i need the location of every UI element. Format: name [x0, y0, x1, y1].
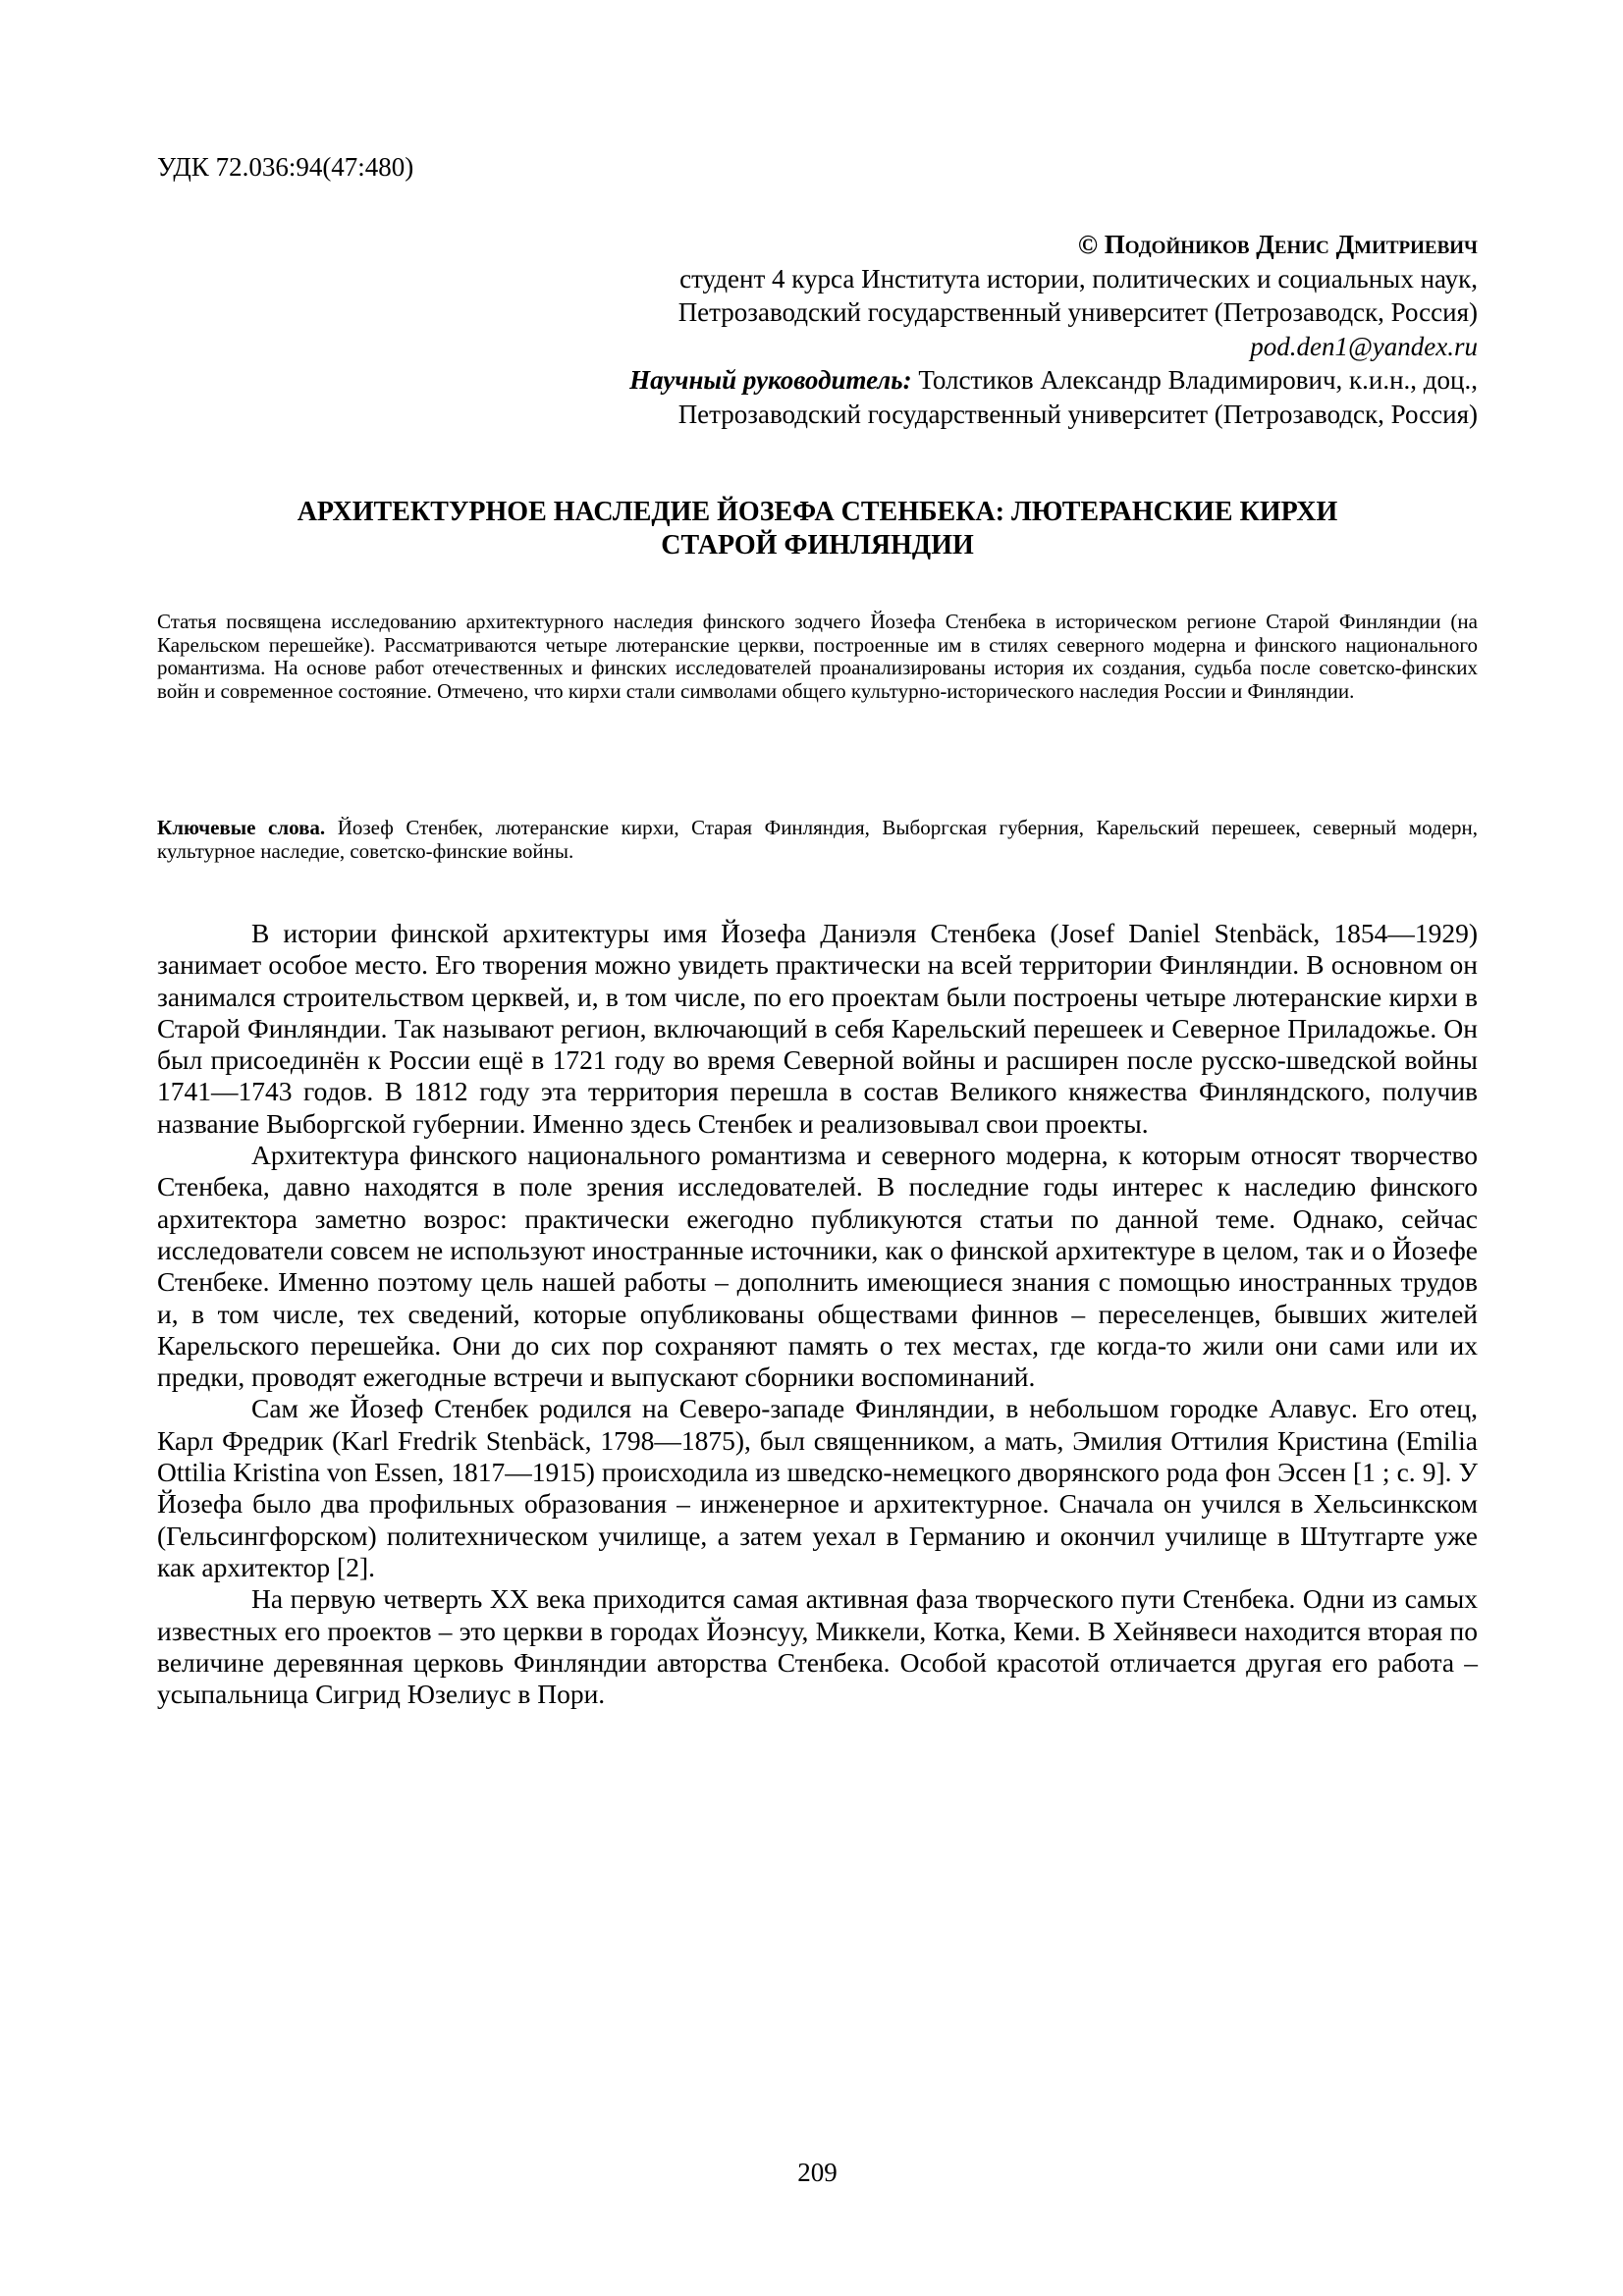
udk-code: УДК 72.036:94(47:480)	[157, 152, 414, 182]
advisor-label: Научный руководитель:	[629, 365, 912, 395]
article-body	[157, 918, 1478, 1710]
author-block	[629, 228, 1478, 431]
author-position: студент 4 курса Института истории, политических и социальных наук,	[679, 263, 1478, 294]
author-name: © Подойников Денис Дмитриевич	[1077, 230, 1478, 259]
abstract: Статья посвящена исследованию архитектурного наследия финского зодчего Йозефа Стенбека в историческом регионе Старой Финляндии (на Карельском перешейке). Рассматриваются четыре лютеранские церкви, построенные им в стилях северного модерна и финского национального романтизма. На основе работ отечественных и финских исследователей проанализированы история их создания, судьба после советско-финских войн и современное состояние. Отмечено, что кирхи стали символами общего культурно-исторического наследия России и Финляндии.	[157, 610, 1478, 703]
keywords-label: Ключевые слова.	[157, 816, 326, 839]
page-number: 209	[797, 2158, 838, 2187]
advisor-affiliation: Петрозаводский государственный университет (Петрозаводск, Россия)	[677, 399, 1478, 429]
body-paragraph: На первую четверть XX века приходится самая активная фаза творческого пути Стенбека. Одни из самых известных его проектов – это церкви в городах Йоэнсуу, Миккели, Котка, Кеми. В Хейнявеси находится вторая по величине деревянная церковь Финляндии авторства Стенбека. Особой красотой отличается другая его работа – усыпальница Сигрид Юзелиус в Пори.	[157, 1583, 1478, 1710]
advisor-name: Толстиков Александр Владимирович, к.и.н., доц.,	[911, 365, 1478, 395]
advisor-line	[629, 363, 1478, 398]
keywords	[157, 817, 1478, 863]
title-line-2: СТАРОЙ ФИНЛЯНДИИ	[661, 530, 974, 561]
author-affiliation: Петрозаводский государственный университет (Петрозаводск, Россия)	[677, 297, 1478, 327]
keywords-text: Йозеф Стенбек, лютеранские кирхи, Старая Финляндия, Выборгская губерния, Карельский перешеек, северный модерн, культурное наследие, советско-финские войны.	[157, 816, 1478, 863]
body-paragraph: Архитектура финского национального романтизма и северного модерна, к которым относят творчество Стенбека, давно находятся в поле зрения исследователей. В последние годы интерес к наследию финского архитектора заметно возрос: практически ежегодно публикуются статьи по данной теме. Однако, сейчас исследователи совсем не используют иностранные источники, как о финской архитектуре в целом, так и о Йозефе Стенбеке. Именно поэтому цель нашей работы – дополнить имеющиеся знания с помощью иностранных трудов и, в том числе, тех сведений, которые опубликованы обществами финнов – переселенцев, бывших жителей Карельского перешейка. Они до сих пор сохраняют память о тех местах, где когда-то жили они сами или их предки, проводят ежегодные встречи и выпускают сборники воспоминаний.	[157, 1140, 1478, 1393]
body-paragraph: Сам же Йозеф Стенбек родился на Северо-западе Финляндии, в небольшом городке Алавус. Его отец, Карл Фредрик (Karl Fredrik Stenbäck, 1798—1875), был священником, а мать, Эмилия Оттилия Кристина (Emilia Ottilia Kristina von Essen, 1817—1915) происходила из шведско-немецкого дворянского рода фон Эссен [1 ; с. 9]. У Йозефа было два профильных образования – инженерное и архитектурное. Сначала он учился в Хельсинкском (Гельсингфорском) политехническом училище, а затем уехал в Германию и окончил училище в Штутгарте уже как архитектор [2].	[157, 1393, 1478, 1582]
body-paragraph: В истории финской архитектуры имя Йозефа Даниэля Стенбека (Josef Daniel Stenbäck, 1854—1929) занимает особое место. Его творения можно увидеть практически на всей территории Финляндии. В основном он занимался строительством церквей, и, в том числе, по его проектам были построены четыре лютеранские кирхи в Старой Финляндии. Так называют регион, включающий в себя Карельский перешеек и Северное Приладожье. Он был присоединён к России ещё в 1721 году во время Северной войны и расширен после русско-шведской войны 1741—1743 годов. В 1812 году эта территория перешла в состав Великого княжества Финляндского, получив название Выборгской губернии. Именно здесь Стенбек и реализовывал свои проекты.	[157, 918, 1478, 1139]
author-email[interactable]: pod.den1@yandex.ru	[1250, 331, 1478, 361]
article-title	[157, 496, 1478, 562]
title-line-1: АРХИТЕКТУРНОЕ НАСЛЕДИЕ ЙОЗЕФА СТЕНБЕКА: ЛЮТЕРАНСКИЕ КИРХИ	[297, 497, 1338, 527]
